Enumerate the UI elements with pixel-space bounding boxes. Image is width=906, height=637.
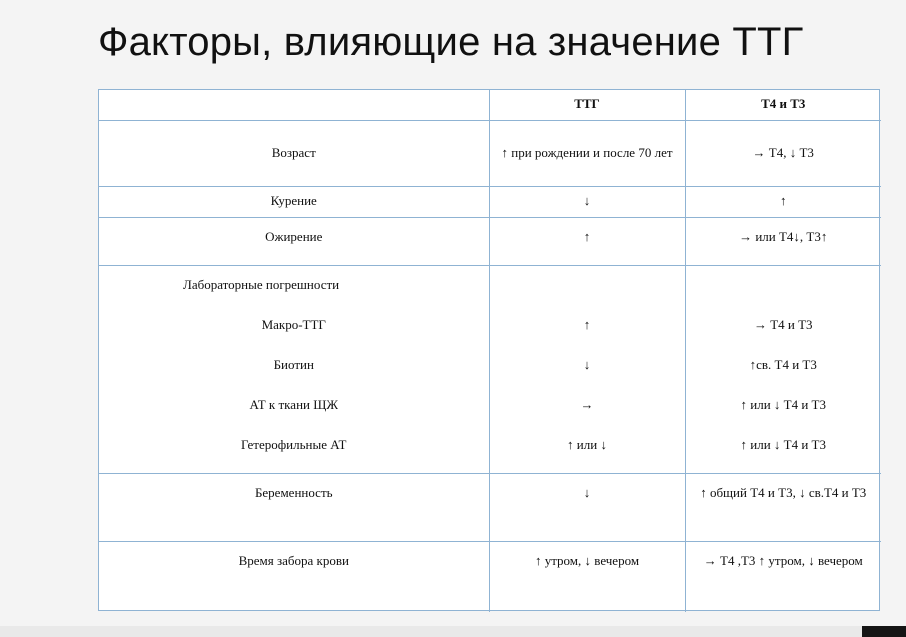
tsh-thyroid-ab: →: [580, 397, 594, 413]
bottom-strip: [0, 626, 906, 637]
table-header-row: [99, 90, 881, 120]
factor-age: Возраст: [99, 120, 489, 186]
factor-pregnancy: Беременность: [99, 473, 489, 541]
header-t4-t3: Т4 и Т3: [685, 90, 881, 120]
t4t3-age: → Т4, ↓ Т3: [685, 120, 881, 186]
tsh-macro-tsh: ↑: [583, 317, 591, 333]
tsh-pregnancy: ↓: [489, 473, 685, 541]
factor-obesity: Ожирение: [99, 217, 489, 265]
table-row-smoking: [99, 186, 881, 217]
table-row-obesity: [99, 217, 881, 265]
header-tsh: ТТГ: [489, 90, 685, 120]
tsh-biotin: ↓: [583, 357, 591, 373]
tsh-obesity: ↑: [489, 217, 685, 265]
tsh-smoking: ↓: [489, 186, 685, 217]
table-row-blood-time: [99, 541, 881, 612]
factor-heterophile-ab: Гетерофильные АТ: [241, 437, 347, 453]
slide-title: Факторы, влияющие на значение ТТГ: [98, 20, 804, 64]
t4t3-smoking: ↑: [685, 186, 881, 217]
t4t3-thyroid-ab: ↑ или ↓ Т4 и Т3: [740, 397, 826, 413]
factor-biotin: Биотин: [273, 357, 314, 373]
factor-blood-time: Время забора крови: [99, 541, 489, 612]
factor-macro-tsh: Макро-ТТГ: [261, 317, 326, 333]
t4t3-macro-tsh: → Т4 и Т3: [753, 317, 813, 333]
table-row-age: [99, 120, 881, 186]
factors-table: [98, 89, 880, 611]
t4t3-biotin: ↑св. Т4 и Т3: [749, 357, 817, 373]
corner-mark: [862, 626, 906, 637]
t4t3-lab-errors: [685, 265, 881, 473]
tsh-lab-errors: [489, 265, 685, 473]
factors-table-grid: [99, 90, 881, 612]
lab-errors-group-label: Лабораторные погрешности: [183, 277, 340, 293]
table-row-lab-errors: [99, 265, 881, 473]
factor-smoking: Курение: [99, 186, 489, 217]
table-row-pregnancy: [99, 473, 881, 541]
t4t3-blood-time: → Т4 ,Т3 ↑ утром, ↓ вечером: [685, 541, 881, 612]
header-factor: [99, 90, 489, 120]
t4t3-heterophile-ab: ↑ или ↓ Т4 и Т3: [740, 437, 826, 453]
factor-thyroid-ab: АТ к ткани ЩЖ: [249, 397, 338, 413]
tsh-heterophile-ab: ↑ или ↓: [567, 437, 607, 453]
t4t3-pregnancy: ↑ общий Т4 и Т3, ↓ св.Т4 и Т3: [685, 473, 881, 541]
factor-lab-errors: [99, 265, 489, 473]
tsh-blood-time: ↑ утром, ↓ вечером: [489, 541, 685, 612]
t4t3-obesity: → или Т4↓, Т3↑: [685, 217, 881, 265]
tsh-age: ↑ при рождении и после 70 лет: [489, 120, 685, 186]
